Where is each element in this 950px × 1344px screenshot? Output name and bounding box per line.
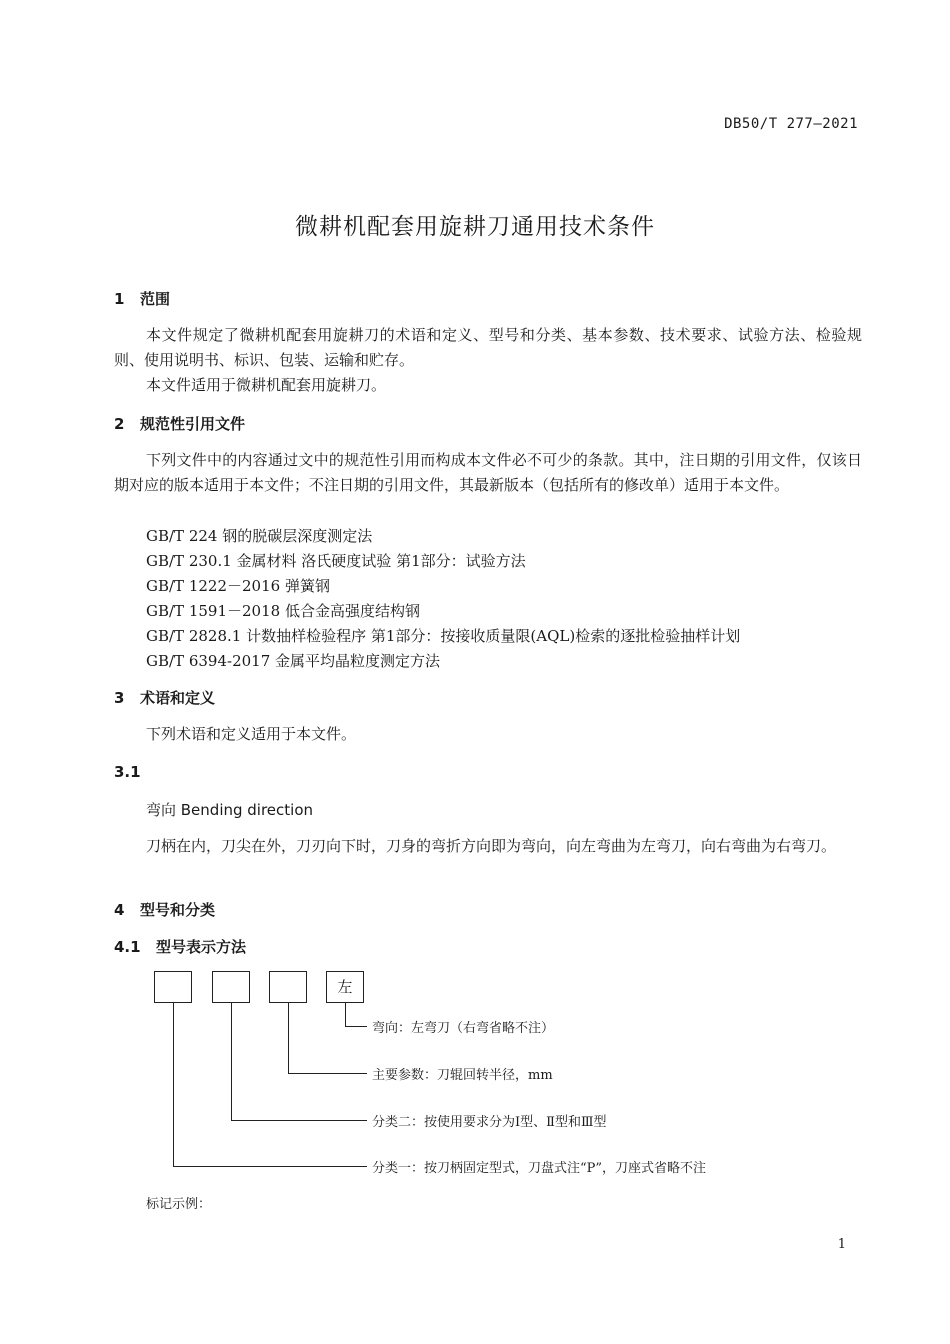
designation-label-class-two: 分类二：按使用要求分为Ⅰ型、Ⅱ型和Ⅲ型 [372,1115,607,1130]
section-3-heading [114,687,215,708]
section-2-paragraph-1: 下列文件中的内容通过文中的规范性引用而构成本文件必不可少的条款。其中，注日期的引用文件，仅该日期对应的版本适用于本文件；不注日期的引用文件，其最新版本（包括所有的修改单）适用于本文件。 [114,451,862,494]
reference-item: GB/T 224 钢的脱碳层深度测定法 [146,527,373,545]
connector-line-3-h [288,1073,367,1074]
term-heading: 弯向 Bending direction [146,801,314,819]
reference-item: GB/T 6394-2017 金属平均晶粒度测定方法 [146,652,441,670]
connector-line-1 [173,1003,174,1166]
reference-item: GB/T 1591－2018 低合金高强度结构钢 [146,602,420,620]
section-1-title: 范围 [140,290,171,308]
reference-item: GB/T 2828.1 计数抽样检验程序 第1部分：按接收质量限(AQL)检索的逐批检验抽样计划 [146,627,741,645]
connector-line-2 [231,1003,232,1120]
section-2-number: 2 [114,415,125,433]
section-2-title: 规范性引用文件 [140,415,246,433]
connector-line-2-h [231,1120,367,1121]
connector-line-1-h [173,1166,367,1167]
section-4-heading [114,899,215,920]
section-1-number: 1 [114,290,125,308]
designation-box-1 [154,971,192,1003]
section-1-heading [114,288,170,309]
subsection-4-1-number: 4.1 [114,938,141,956]
designation-label-direction: 弯向：左弯刀（右弯省略不注） [372,1021,555,1036]
designation-box-2 [212,971,250,1003]
section-3-title: 术语和定义 [140,689,216,707]
section-4-title: 型号和分类 [140,901,216,919]
connector-line-3 [288,1003,289,1073]
connector-line-4-h [345,1026,367,1027]
document-title: 微耕机配套用旋耕刀通用技术条件 [295,214,655,240]
section-3-paragraph-1: 下列术语和定义适用于本文件。 [146,725,357,743]
page-number: 1 [837,1237,846,1252]
designation-box-3 [269,971,307,1003]
reference-item: GB/T 1222－2016 弹簧钢 [146,577,330,595]
connector-line-4 [345,1003,346,1026]
designation-box-4: 左 [326,971,364,1003]
section-3-number: 3 [114,689,125,707]
example-label: 标记示例： [146,1197,212,1212]
section-2-heading [114,413,245,434]
section-4-number: 4 [114,901,125,919]
designation-label-parameter: 主要参数：刀辊回转半径，mm [372,1068,553,1083]
section-1-paragraph-1: 本文件规定了微耕机配套用旋耕刀的术语和定义、型号和分类、基本参数、技术要求、试验方法、检验规则、使用说明书、标识、包装、运输和贮存。 [114,326,862,369]
document-code: DB50/T 277—2021 [724,116,858,132]
subsection-4-1-heading [114,936,246,957]
subsection-4-1-title: 型号表示方法 [156,938,247,956]
term-definition: 刀柄在内，刀尖在外，刀刃向下时，刀身的弯折方向即为弯向，向左弯曲为左弯刀，向右弯曲为右弯刀。 [146,837,837,855]
section-1-paragraph-2: 本文件适用于微耕机配套用旋耕刀。 [146,376,387,394]
term-number: 3.1 [114,763,141,781]
reference-item: GB/T 230.1 金属材料 洛氏硬度试验 第1部分：试验方法 [146,552,526,570]
designation-label-class-one: 分类一：按刀柄固定型式，刀盘式注“P”，刀座式省略不注 [372,1161,707,1176]
